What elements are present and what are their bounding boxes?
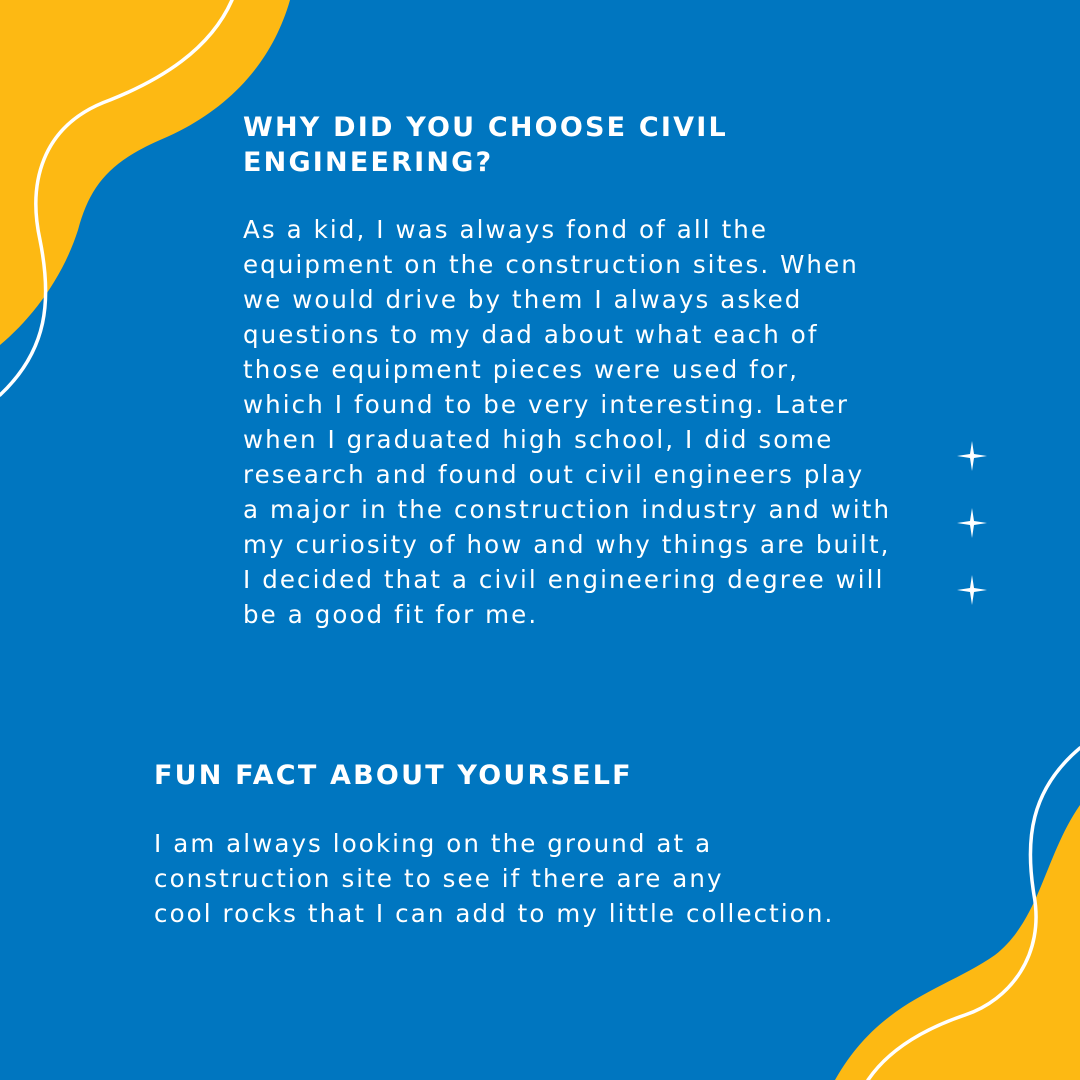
fun-fact-heading: FUN FACT ABOUT YOURSELF xyxy=(154,760,633,791)
sparkle-icon xyxy=(957,508,987,538)
why-civil-engineering-heading: WHY DID YOU CHOOSE CIVIL ENGINEERING? xyxy=(243,112,728,178)
sparkle-icon xyxy=(957,575,987,605)
sparkle-icon xyxy=(957,441,987,471)
why-civil-engineering-answer: As a kid, I was always fond of all the equipment on the construction sites. When we would drive by them I always asked questions to my dad about what each of those equipment pieces were used for, which I found to be very interesting. Later when I graduated high school, I did some research and found out civil engineers play a major in the construction industry and with my curiosity of how and why things are built, I decided that a civil engineering degree will be a good fit for me. xyxy=(243,215,892,629)
fun-fact-answer: I am always looking on the ground at a construction site to see if there are any cool rocks that I can add to my little collection. xyxy=(154,829,835,928)
bottom-right-blob-shape xyxy=(835,805,1080,1080)
